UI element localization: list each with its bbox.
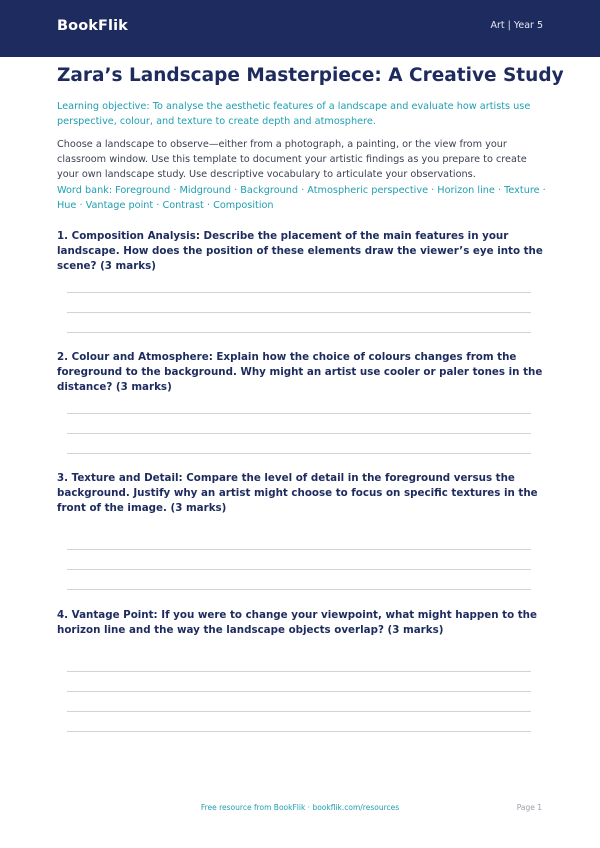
- page-title: Zara’s Landscape Masterpiece: A Creative Study: [57, 65, 564, 86]
- question-text: 3. Texture and Detail: Compare the level of detail in the foreground versus the background. Justify why an artist might choose to focus on specific textures in the front of the image. (3 marks): [57, 472, 538, 514]
- answer-line[interactable]: [67, 292, 531, 293]
- answer-line[interactable]: [67, 711, 531, 712]
- brand-logo[interactable]: BookFlik: [57, 17, 128, 34]
- page-number: Page 1: [516, 803, 542, 812]
- footer-resource-link[interactable]: Free resource from BookFlik · bookflik.com/resources: [200, 803, 400, 812]
- question-1: [57, 229, 547, 274]
- question-text: 1. Composition Analysis: Describe the placement of the main features in your landscape. How does the position of these elements draw the viewer’s eye into the scene? (3 marks): [57, 230, 543, 272]
- learning-objective: Learning objective: To analyse the aesthetic features of a landscape and evaluate how artists use perspective, colour, and texture to create depth and atmosphere.: [57, 101, 531, 127]
- answer-line[interactable]: [67, 691, 531, 692]
- answer-line[interactable]: [67, 332, 531, 333]
- answer-line[interactable]: [67, 453, 531, 454]
- answer-line[interactable]: [67, 413, 531, 414]
- answer-line[interactable]: [67, 549, 531, 550]
- subject-year-label: Art | Year 5: [490, 20, 543, 31]
- answer-line[interactable]: [67, 569, 531, 570]
- question-text: 2. Colour and Atmosphere: Explain how the choice of colours changes from the foreground to the background. Why might an artist use cooler or paler tones in the distance? (3 marks): [57, 351, 543, 393]
- answer-line[interactable]: [67, 589, 531, 590]
- page-header: [0, 0, 600, 57]
- answer-line[interactable]: [67, 731, 531, 732]
- intro-paragraph: Choose a landscape to observe—either from a photograph, a painting, or the view from your classroom window. Use this template to document your artistic findings as you prepare to create your own landscape study. Use descriptive vocabulary to articulate your observations.: [57, 139, 527, 180]
- question-2: [57, 350, 547, 395]
- answer-line[interactable]: [67, 433, 531, 434]
- answer-line[interactable]: [67, 671, 531, 672]
- answer-line[interactable]: [67, 312, 531, 313]
- question-text: 4. Vantage Point: If you were to change your viewpoint, what might happen to the horizon line and the way the landscape objects overlap? (3 marks): [57, 609, 537, 636]
- question-4: [57, 608, 547, 638]
- word-bank: Word bank: Foreground · Midground · Background · Atmospheric perspective · Horizon line · Texture · Hue · Vantage point · Contrast · Composition: [57, 185, 546, 211]
- question-3: [57, 471, 547, 516]
